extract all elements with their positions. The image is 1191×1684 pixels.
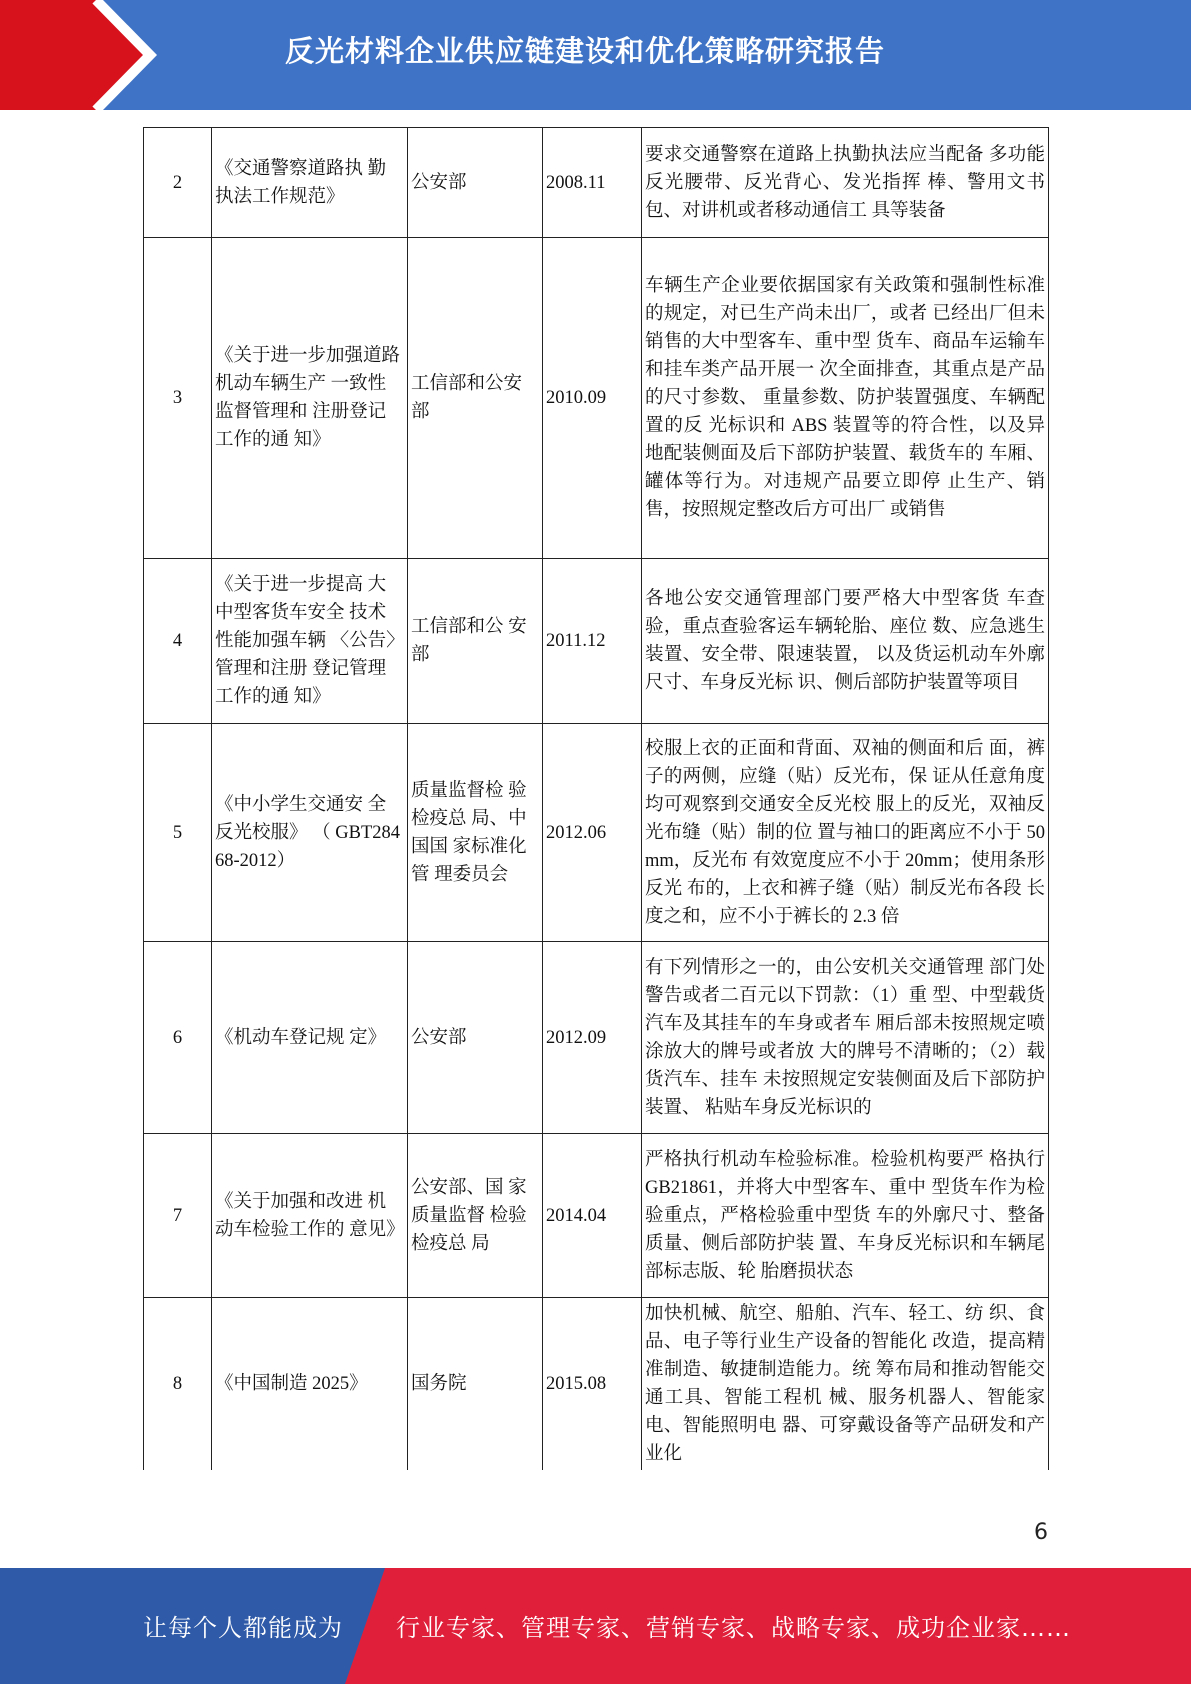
issuing-department: 工信部和公安部	[408, 238, 543, 559]
policy-name: 《中小学生交通安 全反光校服》 （ GBT28468-2012）	[212, 724, 408, 942]
policy-name: 《交通警察道路执 勤执法工作规范》	[212, 128, 408, 238]
table-row	[144, 1298, 1049, 1471]
policy-name: 《中国制造 2025》	[212, 1298, 408, 1471]
issue-date: 2012.09	[543, 942, 642, 1134]
table-row	[144, 724, 1049, 942]
issue-date: 2014.04	[543, 1134, 642, 1298]
issuing-department: 公安部	[408, 128, 543, 238]
policy-content: 严格执行机动车检验标准。检验机构要严 格执行 GB21861，并将大中型客车、重中 型货车作为检验重点，严格检验重中型货 车的外廓尺寸、整备质量、侧后部防护装 置、车身反光标识和车辆尾部标志版、轮 胎磨损状态	[642, 1134, 1049, 1298]
policy-name: 《关于加强和改进 机动车检验工作的 意见》	[212, 1134, 408, 1298]
policy-table-wrapper	[143, 127, 1048, 1470]
policy-content: 加快机械、航空、船舶、汽车、轻工、纺 织、食品、电子等行业生产设备的智能化 改造，提高精准制造、敏捷制造能力。统 筹布局和推动智能交通工具、智能工程机 械、服务机器人、智能家电、智能照明电 器、可穿戴设备等产品研发和产业化	[642, 1298, 1049, 1471]
policy-content: 车辆生产企业要依据国家有关政策和强制性标准的规定，对已生产尚未出厂，或者 已经出厂但未销售的大中型客车、重中型 货车、商品车运输车和挂车类产品开展一 次全面排查，其重点是产品的尺寸参数、 重量参数、防护装置强度、车辆配置的反 光标识和 ABS 装置等的符合性，以及异 地配装侧面及后下部防护装置、载货车的 车厢、罐体等行为。对违规产品要立即停 止生产、销售，按照规定整改后方可出厂 或销售	[642, 238, 1049, 559]
policy-content: 校服上衣的正面和背面、双袖的侧面和后 面，裤子的两侧，应缝（贴）反光布，保 证从任意角度均可观察到交通安全反光校 服上的反光，双袖反光布缝（贴）制的位 置与袖口的距离应不小于 50mm，反光布 有效宽度应不小于 20mm；使用条形反光 布的，上衣和裤子缝（贴）制反光布各段 长度之和，应不小于裤长的 2.3 倍	[642, 724, 1049, 942]
report-title: 反光材料企业供应链建设和优化策略研究报告	[285, 34, 886, 68]
row-number: 5	[144, 724, 212, 942]
issue-date: 2011.12	[543, 559, 642, 724]
issue-date: 2012.06	[543, 724, 642, 942]
table-row	[144, 238, 1049, 559]
row-number: 6	[144, 942, 212, 1134]
issuing-department: 公安部、国 家质量监督 检验检疫总 局	[408, 1134, 543, 1298]
header-banner	[0, 0, 1191, 110]
row-number: 3	[144, 238, 212, 559]
issuing-department: 国务院	[408, 1298, 543, 1471]
row-number: 4	[144, 559, 212, 724]
issuing-department: 工信部和公 安部	[408, 559, 543, 724]
table-row	[144, 942, 1049, 1134]
issuing-department: 公安部	[408, 942, 543, 1134]
page-number: 6	[1034, 1520, 1048, 1545]
policy-table	[143, 127, 1049, 1470]
policy-name: 《机动车登记规 定》	[212, 942, 408, 1134]
policy-content: 有下列情形之一的，由公安机关交通管理 部门处警告或者二百元以下罚款：（1）重 型、中型载货汽车及其挂车的车身或者车 厢后部未按照规定喷涂放大的牌号或者放 大的牌号不清晰的；（2）载货汽车、挂车 未按照规定安装侧面及后下部防护装置、 粘贴车身反光标识的	[642, 942, 1049, 1134]
footer-banner	[0, 1568, 1191, 1684]
issue-date: 2015.08	[543, 1298, 642, 1471]
policy-content: 各地公安交通管理部门要严格大中型客货 车查验，重点查验客运车辆轮胎、座位 数、应急逃生装置、安全带、限速装置， 以及货运机动车外廓尺寸、车身反光标 识、侧后部防护装置等项目	[642, 559, 1049, 724]
table-row	[144, 128, 1049, 238]
table-row	[144, 559, 1049, 724]
footer-slogan-left: 让每个人都能成为	[143, 1614, 343, 1642]
table-row	[144, 1134, 1049, 1298]
issue-date: 2010.09	[543, 238, 642, 559]
row-number: 2	[144, 128, 212, 238]
policy-content: 要求交通警察在道路上执勤执法应当配备 多功能反光腰带、反光背心、发光指挥 棒、警用文书包、对讲机或者移动通信工 具等装备	[642, 128, 1049, 238]
policy-name: 《关于进一步加强道路机动车辆生产 一致性监督管理和 注册登记工作的通 知》	[212, 238, 408, 559]
row-number: 8	[144, 1298, 212, 1471]
issuing-department: 质量监督检 验检疫总 局、中国国 家标准化管 理委员会	[408, 724, 543, 942]
row-number: 7	[144, 1134, 212, 1298]
issue-date: 2008.11	[543, 128, 642, 238]
policy-name: 《关于进一步提高 大中型客货车安全 技术性能加强车辆 〈公告〉管理和注册 登记管理工作的通 知》	[212, 559, 408, 724]
footer-slogan-right: 行业专家、管理专家、营销专家、战略专家、成功企业家……	[396, 1614, 1071, 1642]
